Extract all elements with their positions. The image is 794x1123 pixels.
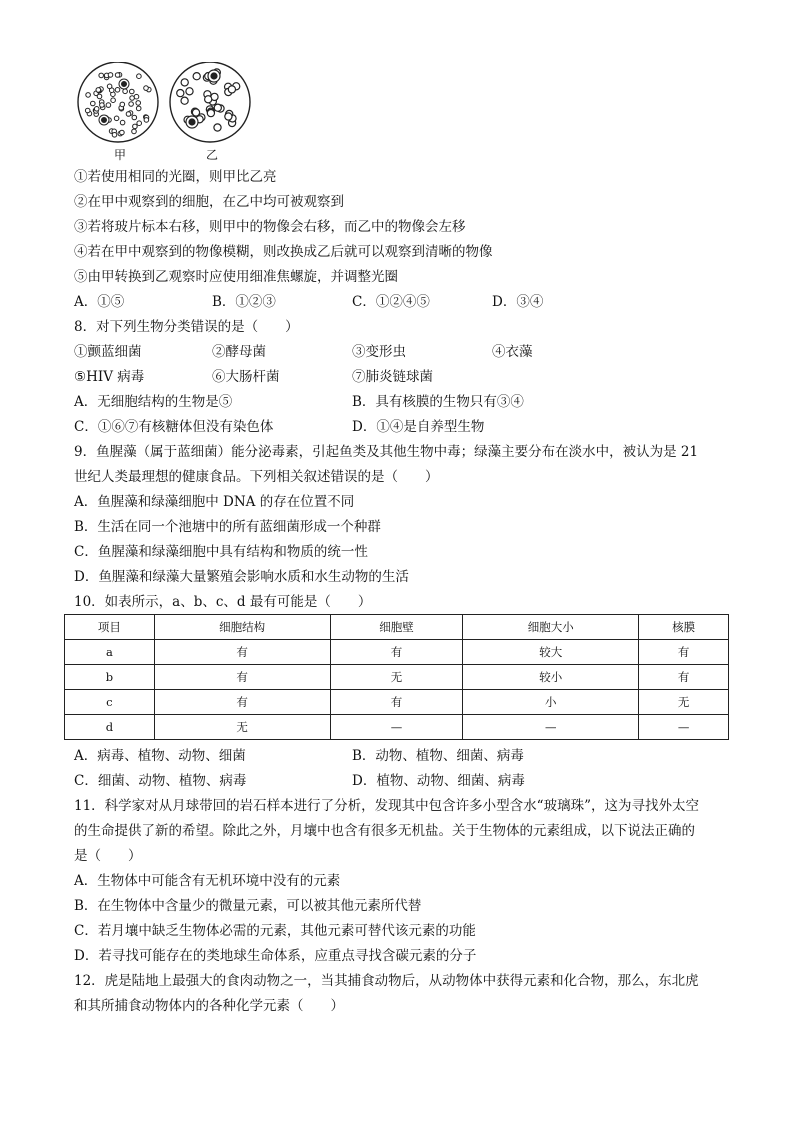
q7-statement-4: ④若在甲中观察到的物像模糊，则改换成乙后就可以观察到清晰的物像 xyxy=(74,244,493,260)
nucleus-shape xyxy=(211,73,217,79)
table-header: 细胞结构 xyxy=(154,615,330,640)
q7-option-d: D．③④ xyxy=(492,294,544,310)
microscope-figure xyxy=(74,62,264,162)
cell-shape xyxy=(205,96,212,103)
cell-shape xyxy=(130,96,135,101)
q11-stem-line1: 11．科学家对从月球带回的岩石样本进行了分析，发现其中包含许多小型含水“玻璃珠”，这为寻找外太空 xyxy=(74,798,699,814)
q8-item-7: ⑦肺炎链球菌 xyxy=(352,369,433,385)
cell-shape xyxy=(120,130,125,135)
table-row xyxy=(65,690,729,715)
table-cell: 较小 xyxy=(463,665,639,690)
cell-shape xyxy=(144,118,149,123)
q7-option-c: C．①②④⑤ xyxy=(352,294,430,310)
q8-option-b: B．具有核膜的生物只有③④ xyxy=(352,394,524,410)
q9-option-d: D．鱼腥藻和绿藻大量繁殖会影响水质和水生动物的生活 xyxy=(74,569,409,585)
cell-shape xyxy=(120,102,125,107)
q10-table xyxy=(64,614,729,740)
table-cell: 有 xyxy=(330,640,463,665)
table-cell: — xyxy=(639,715,729,740)
q8-item-5: ⑤HIV 病毒 xyxy=(74,369,145,385)
q7-option-b: B．①②③ xyxy=(212,294,276,310)
q7-statement-5: ⑤由甲转换到乙观察时应使用细准焦螺旋，并调整光圈 xyxy=(74,269,398,285)
q11-stem-line2: 的生命提供了新的希望。除此之外，月壤中也含有很多无机盐。关于生物体的元素组成，以下说法正确的 xyxy=(74,823,695,839)
table-row xyxy=(65,640,729,665)
q9-stem-line1: 9．鱼腥藻（属于蓝细菌）能分泌毒素，引起鱼类及其他生物中毒；绿藻主要分布在淡水中，被认为是 21 xyxy=(74,444,699,460)
cell-shape xyxy=(214,104,221,111)
q10-stem: 10．如表所示，a、b、c、d 最有可能是（ ） xyxy=(74,594,372,610)
cell-shape xyxy=(85,108,90,113)
cell-shape xyxy=(115,73,120,78)
q11-option-c: C．若月壤中缺乏生物体必需的元素，其他元素可替代该元素的功能 xyxy=(74,923,476,939)
cell-shape xyxy=(181,97,188,104)
q10-option-b: B．动物、植物、细菌、病毒 xyxy=(352,748,524,764)
cell-shape xyxy=(177,90,184,97)
figure-label-left: 甲 xyxy=(114,148,127,162)
cell-shape xyxy=(97,94,102,99)
cell-shape xyxy=(106,103,111,108)
table-cell: 无 xyxy=(154,715,330,740)
q7-statement-3: ③若将玻片标本右移，则甲中的物像会右移，而乙中的物像会左移 xyxy=(74,219,466,235)
cell-shape xyxy=(96,88,101,93)
cell-shape xyxy=(137,74,142,79)
cell-shape xyxy=(134,94,139,99)
table-cell: — xyxy=(330,715,463,740)
cell-shape xyxy=(115,88,120,93)
cell-shape xyxy=(228,86,235,93)
table-cell: — xyxy=(463,715,639,740)
q12-stem-line1: 12．虎是陆地上最强大的食肉动物之一，当其捕食动物后，从动物体中获得元素和化合物，那么，东北虎 xyxy=(74,973,699,989)
cell-shape xyxy=(129,102,134,107)
cell-shape xyxy=(126,112,131,117)
q8-item-6: ⑥大肠杆菌 xyxy=(212,369,280,385)
table-cell: b xyxy=(65,665,155,690)
table-cell: 小 xyxy=(463,690,639,715)
q8-option-d: D．①④是自养型生物 xyxy=(352,419,485,435)
cell-shape xyxy=(181,79,188,86)
table-header: 细胞壁 xyxy=(330,615,463,640)
cell-shape xyxy=(214,124,221,131)
q8-item-2: ②酵母菌 xyxy=(212,344,266,360)
table-row xyxy=(65,715,729,740)
table-cell: 有 xyxy=(639,665,729,690)
table-cell: c xyxy=(65,690,155,715)
q7-statement-2: ②在甲中观察到的细胞，在乙中均可被观察到 xyxy=(74,194,344,210)
cell-shape xyxy=(130,89,135,94)
cell-shape xyxy=(99,73,104,78)
table-cell: a xyxy=(65,640,155,665)
table-header: 细胞大小 xyxy=(463,615,639,640)
table-cell: 较大 xyxy=(463,640,639,665)
figure-label-right: 乙 xyxy=(206,148,219,162)
table-header: 核膜 xyxy=(639,615,729,640)
nucleus-shape xyxy=(122,82,127,87)
nucleus-shape xyxy=(102,118,107,123)
cell-shape xyxy=(86,93,91,98)
cell-shape xyxy=(132,129,137,134)
q9-option-a: A．鱼腥藻和绿藻细胞中 DNA 的存在位置不同 xyxy=(74,494,355,510)
table-cell: 无 xyxy=(330,665,463,690)
cell-shape xyxy=(193,73,200,80)
q9-stem-line2: 世纪人类最理想的健康食品。下列相关叙述错误的是（ ） xyxy=(74,469,439,485)
q11-option-a: A．生物体中可能含有无机环境中没有的元素 xyxy=(74,873,341,889)
q10-option-c: C．细菌、动物、植物、病毒 xyxy=(74,773,247,789)
cell-shape xyxy=(114,116,119,121)
cell-shape xyxy=(132,115,137,120)
q9-option-b: B．生活在同一个池塘中的所有蓝细菌形成一个种群 xyxy=(74,519,381,535)
cell-shape xyxy=(133,124,138,129)
q10-option-d: D．植物、动物、细菌、病毒 xyxy=(352,773,525,789)
cell-shape xyxy=(207,110,214,117)
q10-option-a: A．病毒、植物、动物、细菌 xyxy=(74,748,246,764)
q11-option-d: D．若寻找可能存在的类地球生命体系，应重点寻找含碳元素的分子 xyxy=(74,948,477,964)
table-cell: 有 xyxy=(154,665,330,690)
cell-shape xyxy=(123,89,128,94)
q7-option-a: A．①⑤ xyxy=(74,294,125,310)
q8-option-a: A．无细胞结构的生物是⑤ xyxy=(74,394,233,410)
cell-shape xyxy=(136,106,141,111)
cell-shape xyxy=(111,98,116,103)
cell-shape xyxy=(112,133,117,138)
cell-shape xyxy=(91,101,96,106)
table-header: 项目 xyxy=(65,615,155,640)
table-header-row xyxy=(65,615,729,640)
cell-shape xyxy=(144,86,149,91)
cell-shape xyxy=(120,120,125,125)
cell-shape xyxy=(108,73,113,78)
q8-item-3: ③变形虫 xyxy=(352,344,406,360)
table-cell: 有 xyxy=(639,640,729,665)
cell-shape xyxy=(107,84,112,89)
q9-option-c: C．鱼腥藻和绿藻细胞中具有结构和物质的统一性 xyxy=(74,544,368,560)
table-cell: d xyxy=(65,715,155,740)
cell-shape xyxy=(137,121,142,126)
field-of-view-left xyxy=(74,62,164,146)
q11-stem-line3: 是（ ） xyxy=(74,848,142,864)
cell-shape xyxy=(192,109,199,116)
cell-shape xyxy=(225,113,232,120)
q8-item-4: ④衣藻 xyxy=(492,344,533,360)
q8-item-1: ①颤蓝细菌 xyxy=(74,344,142,360)
table-cell: 无 xyxy=(639,690,729,715)
table-cell: 有 xyxy=(154,640,330,665)
q7-statement-1: ①若使用相同的光圈，则甲比乙亮 xyxy=(74,169,277,185)
table-cell: 有 xyxy=(330,690,463,715)
table-cell: 有 xyxy=(154,690,330,715)
cell-shape xyxy=(100,103,105,108)
q12-stem-line2: 和其所捕食动物体内的各种化学元素（ ） xyxy=(74,998,344,1014)
field-of-view-right xyxy=(166,62,256,146)
q8-option-c: C．①⑥⑦有核糖体但没有染色体 xyxy=(74,419,274,435)
cell-shape xyxy=(94,107,99,112)
q11-option-b: B．在生物体中含量少的微量元素，可以被其他元素所代替 xyxy=(74,898,422,914)
cell-shape xyxy=(186,88,193,95)
table-row xyxy=(65,665,729,690)
q8-stem: 8．对下列生物分类错误的是（ ） xyxy=(74,319,299,335)
cell-shape xyxy=(136,101,141,106)
nucleus-shape xyxy=(189,119,195,125)
